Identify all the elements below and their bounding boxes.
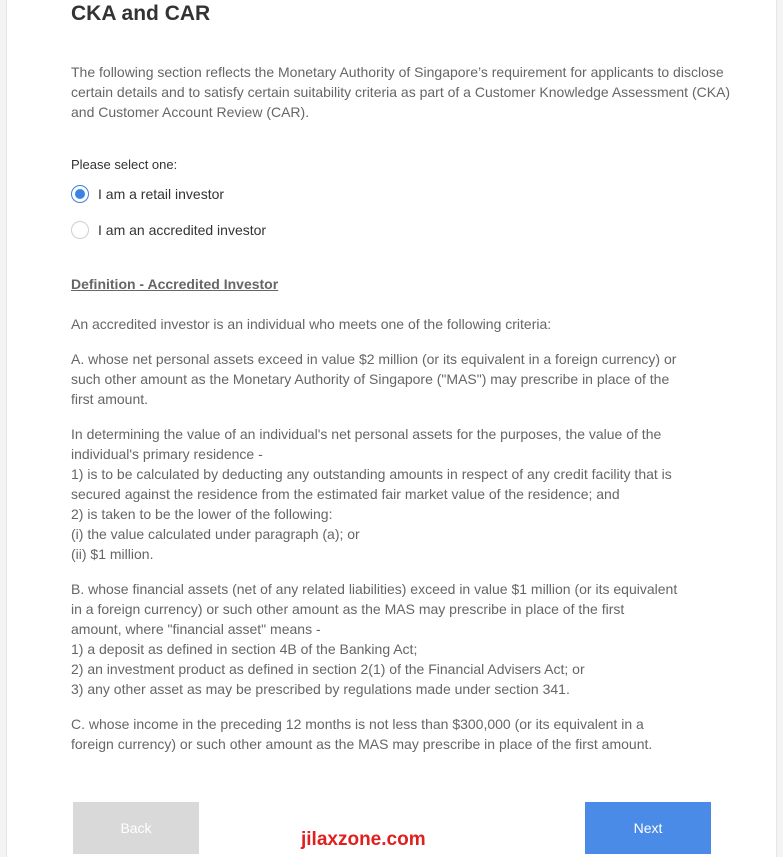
selection-prompt: Please select one: (71, 157, 178, 172)
criterion-a-line: such other amount as the Monetary Authority of Singapore ("MAS") may prescribe in place of the (71, 371, 670, 387)
criterion-c-line: C. whose income in the preceding 12 months is not less than $300,000 (or its equivalent in a (71, 716, 644, 732)
criterion-c-line: foreign currency) or such other amount as the MAS may prescribe in place of the first amount. (71, 736, 653, 752)
radio-label-accredited: I am an accredited investor (98, 222, 267, 238)
criterion-a (71, 349, 721, 409)
definition-heading: Definition - Accredited Investor (71, 276, 279, 292)
criterion-a-line: first amount. (71, 391, 149, 407)
radio-label-retail: I am a retail investor (98, 186, 225, 202)
form-card (6, 0, 777, 857)
back-button[interactable]: Back (73, 802, 199, 854)
criterion-b-line: 2) an investment product as defined in section 2(1) of the Financial Advisers Act; or (71, 661, 585, 677)
intro-text: The following section reflects the Monetary Authority of Singapore’s requirement for applicants to disclose certain details and to satisfy certain suitability criteria as part of a Customer Knowledge Assessment (CKA) and Customer Account Review (CAR). (71, 64, 731, 120)
definition-intro: An accredited investor is an individual who meets one of the following criteria: (71, 316, 552, 332)
residence-line: 2) is taken to be the lower of the following: (71, 506, 333, 522)
residence-line: (ii) $1 million. (71, 546, 154, 562)
criterion-b-line: B. whose financial assets (net of any related liabilities) exceed in value $1 million (or its equivalent (71, 581, 678, 597)
radio-accredited-investor[interactable] (71, 220, 266, 240)
criterion-b-line: in a foreign currency) or such other amount as the MAS may prescribe in place of the first (71, 601, 625, 617)
residence-line: In determining the value of an individual's net personal assets for the purposes, the value of the (71, 426, 662, 442)
criterion-b-line: 3) any other asset as may be prescribed by regulations made under section 341. (71, 681, 570, 697)
criterion-c (71, 714, 721, 754)
watermark-text: jilaxzone.com (301, 829, 426, 850)
residence-line: (i) the value calculated under paragraph (a); or (71, 526, 360, 542)
criterion-b-line: 1) a deposit as defined in section 4B of the Banking Act; (71, 641, 418, 657)
radio-checked-icon[interactable] (71, 185, 89, 203)
radio-retail-investor[interactable] (71, 184, 224, 204)
next-button[interactable]: Next (585, 802, 711, 854)
residence-note (71, 424, 721, 564)
residence-line: secured against the residence from the estimated fair market value of the residence; and (71, 486, 620, 502)
criterion-b (71, 579, 721, 699)
radio-unchecked-icon[interactable] (71, 221, 89, 239)
criterion-a-line: A. whose net personal assets exceed in value $2 million (or its equivalent in a foreign currency) or (71, 351, 677, 367)
criterion-b-line: amount, where "financial asset" means - (71, 621, 321, 637)
residence-line: individual's primary residence - (71, 446, 263, 462)
residence-line: 1) is to be calculated by deducting any outstanding amounts in respect of any credit facility that is (71, 466, 672, 482)
page-title: CKA and CAR (71, 2, 211, 25)
